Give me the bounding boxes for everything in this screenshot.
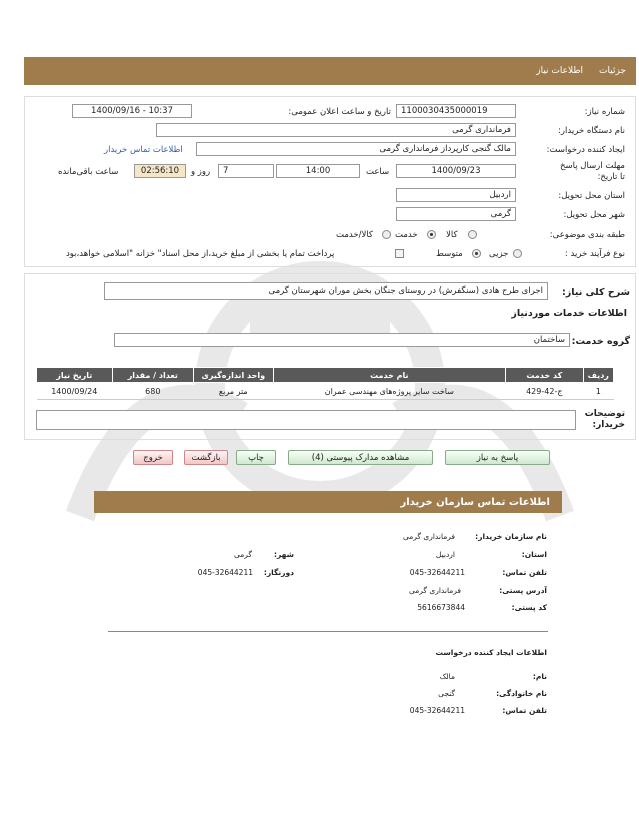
summary-label: شرح کلی نیاز: [561,287,630,298]
proc-medium-radio[interactable] [472,249,481,258]
treasury-payment-checkbox[interactable] [395,249,404,258]
exit-button[interactable]: خروج [133,450,173,465]
deadline-label: مهلت ارسال پاسخ تا تاریخ: [560,161,625,182]
col-date: تاریخ نیاز [37,368,113,383]
contact-fax-label: دورنگار: [263,568,294,577]
announce-label: تاریخ و ساعت اعلان عمومی: [288,107,391,117]
cell-code: ج-42-429 [506,383,584,400]
buyer-notes-field [36,410,576,430]
time-label: ساعت [366,167,390,177]
cat-goods-service-radio[interactable] [382,230,391,239]
remaining-label: ساعت باقی‌مانده [58,167,119,177]
proc-small-label: جزیی [489,249,509,259]
contact-org-label: نام سازمان خریدار: [475,532,547,541]
deadline-time-field: 14:00 [276,164,360,178]
proc-small-radio[interactable] [513,249,522,258]
need-info-panel [24,96,636,267]
cell-qty: 680 [112,383,194,400]
col-unit: واحد اندازه‌گیری [194,368,274,383]
cat-goods-radio[interactable] [468,230,477,239]
requester-phone: 045-32644211 [409,706,465,715]
back-button[interactable]: بازگشت [184,450,228,465]
contact-postal-label: کد پستی: [511,603,547,612]
cell-unit: متر مربع [194,383,274,400]
deadline-date-field: 1400/09/23 [396,164,516,178]
group-field: ساختمان [114,333,570,347]
province-field: اردبیل [396,188,516,202]
attachments-button[interactable]: مشاهده مدارک پیوستی (4) [288,450,433,465]
city-field: گرمی [396,207,516,221]
table-header-row [37,368,614,383]
need-number-field: 1100030435000019 [396,104,516,118]
contact-city: گرمی [234,550,252,559]
top-bar [24,57,636,85]
cat-service-radio[interactable] [427,230,436,239]
announce-field: 1400/09/16 - 10:37 [72,104,192,118]
contact-province: اردبیل [435,550,455,559]
buyer-org-field: فرمانداری گرمی [156,123,516,137]
contact-address-label: آدرس پستی: [499,586,547,595]
cat-service-label: خدمت [395,230,418,240]
group-label: گروه خدمت: [571,336,630,347]
process-label: نوع فرآیند خرید : [564,249,625,259]
remaining-time-field: 02:56:10 [134,164,186,178]
contact-fax: 045-32644211 [197,568,253,577]
cat-goods-label: کالا [446,230,458,240]
city-label: شهر محل تحویل: [563,210,625,220]
requester-phone-label: تلفن تماس: [502,706,547,715]
category-label: طبقه بندی موضوعی: [549,230,625,240]
col-row: ردیف [583,368,613,383]
requester-title: اطلاعات ایجاد کننده درخواست [435,648,547,657]
cell-row: 1 [583,383,613,400]
payment-note: پرداخت تمام یا بخشی از مبلغ خرید،از محل اسناد" خزانه "اسلامی خواهد،بود [66,249,335,259]
col-name: نام خدمت [273,368,506,383]
buyer-notes-label: توضیحات خریدار: [584,409,625,430]
services-title: اطلاعات خدمات موردنیاز [511,308,627,319]
summary-field: اجرای طرح هادی (سنگفرش) در روستای جنگان بخش موران شهرستان گرمی [104,282,548,300]
contact-province-label: استان: [521,550,547,559]
contact-phone-label: تلفن تماس: [502,568,547,577]
province-label: استان محل تحویل: [558,191,625,201]
cell-date: 1400/09/24 [37,383,113,400]
contact-city-label: شهر: [274,550,294,559]
cat-goods-service-label: کالا/خدمت [336,230,373,240]
need-number-label: شماره نیاز: [584,107,625,117]
cell-name: ساخت سایر پروژه‌های مهندسی عمران [273,383,506,400]
contact-phone: 045-32644211 [409,568,465,577]
col-qty: تعداد / مقدار [112,368,194,383]
day-label: روز و [191,167,211,177]
proc-medium-label: متوسط [436,249,463,259]
print-button[interactable]: چاپ [236,450,276,465]
col-code: کد خدمت [506,368,584,383]
requester-family-label: نام خانوادگی: [496,689,547,698]
tab-details[interactable]: جزئیات [599,66,626,76]
services-table [36,367,614,400]
requester-family: گنجی [438,689,455,698]
tab-need-info[interactable]: اطلاعات نیاز [536,66,584,76]
reply-button[interactable]: پاسخ به نیاز [445,450,550,465]
requester-name: مالک [439,672,455,681]
requester-name-label: نام: [532,672,547,681]
table-row [37,383,614,400]
creator-label: ایجاد کننده درخواست: [546,145,625,155]
buyer-contact-link[interactable]: اطلاعات تماس خریدار [104,145,183,155]
contact-address: فرمانداری گرمی [409,586,461,595]
contact-postal: 5616673844 [417,603,465,612]
divider [108,631,548,632]
days-field: 7 [218,164,274,178]
contact-org: فرمانداری گرمی [403,532,455,541]
creator-field: مالک گنجی کارپرداز فرمانداری گرمی [196,142,516,156]
contact-header: اطلاعات تماس سازمان خریدار [94,491,562,513]
buyer-org-label: نام دستگاه خریدار: [558,126,625,136]
